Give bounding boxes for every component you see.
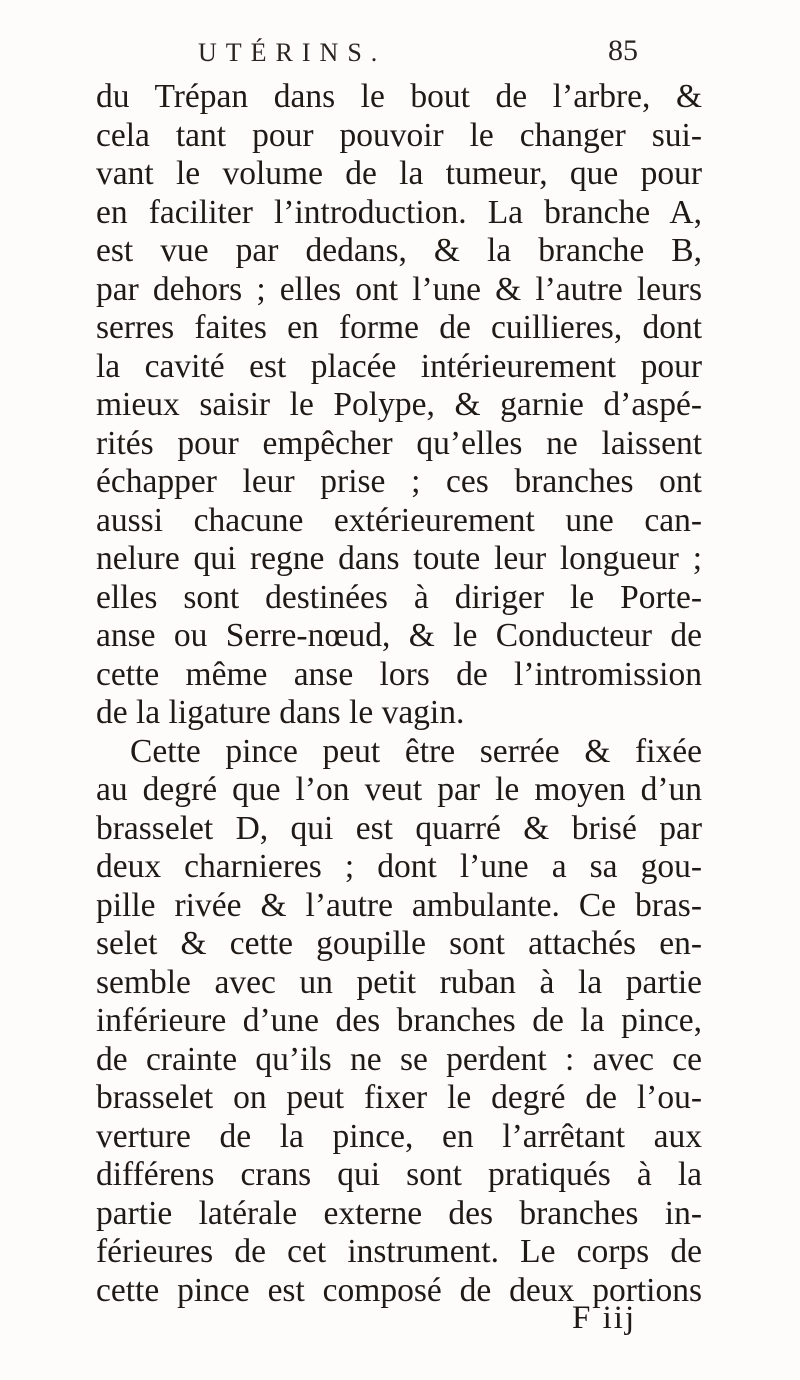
text-line: férieures de cet instrument. Le corps de [96,1233,702,1270]
text-line: du Trépan dans le bout de l’arbre, & [96,78,702,115]
text-line: vant le volume de la tumeur, que pour [96,155,702,192]
text-line: anse ou Serre-nœud, & le Conducteur de [96,617,702,654]
text-line: semble avec un petit ruban à la partie [96,963,702,1001]
signature-mark: F iij [572,1300,637,1336]
text-line: différens crans qui sont pratiqués à la [96,1156,702,1193]
text-line: brasselet on peut fixer le degré de l’ou- [96,1079,702,1116]
text-line: pille rivée & l’autre ambulante. Ce bras- [96,886,702,924]
text-line: échapper leur prise ; ces branches ont [96,463,702,500]
running-title: UTÉRINS. [198,38,387,67]
text-line: par dehors ; elles ont l’une & l’autre leurs [96,270,702,308]
text-line: aussi chacune extérieurement une can- [96,501,702,539]
text-line: mieux saisir le Polype, & garnie d’aspé- [96,386,702,423]
text-line: deux charnieres ; dont l’une a sa gou- [96,848,702,885]
text-line: rités pour empêcher qu’elles ne laissent [96,424,702,462]
text-line: cette même anse lors de l’intromission [96,655,702,693]
text-line: au degré que l’on veut par le moyen d’un [96,771,702,808]
paragraph-start-line: Cette pince peut être serrée & fixée [130,732,702,770]
text-line: en faciliter l’introduction. La branche A, [96,193,702,231]
text-line: elles sont destinées à diriger le Porte- [96,578,702,616]
text-line: brasselet D, qui est quarré & brisé par [96,809,702,847]
text-line: partie latérale externe des branches in- [96,1194,702,1232]
text-line: cette pince est composé de deux portions [96,1271,702,1309]
text-line: verture de la pince, en l’arrêtant aux [96,1117,702,1155]
text-line: cela tant pour pouvoir le changer sui- [96,116,702,154]
text-line: est vue par dedans, & la branche B, [96,232,702,269]
page-number: 85 [608,34,638,67]
text-line: de la ligature dans le vagin. [96,694,465,731]
text-line: de crainte qu’ils ne se perdent : avec ce [96,1040,702,1078]
text-line: la cavité est placée intérieurement pour [96,347,702,385]
text-line: selet & cette goupille sont attachés en- [96,925,702,962]
text-line: inférieure d’une des branches de la pince, [96,1002,702,1039]
running-head [198,34,638,78]
text-line: nelure qui regne dans toute leur longueur ; [96,540,702,577]
text-line: serres faites en forme de cuillieres, dont [96,309,702,346]
